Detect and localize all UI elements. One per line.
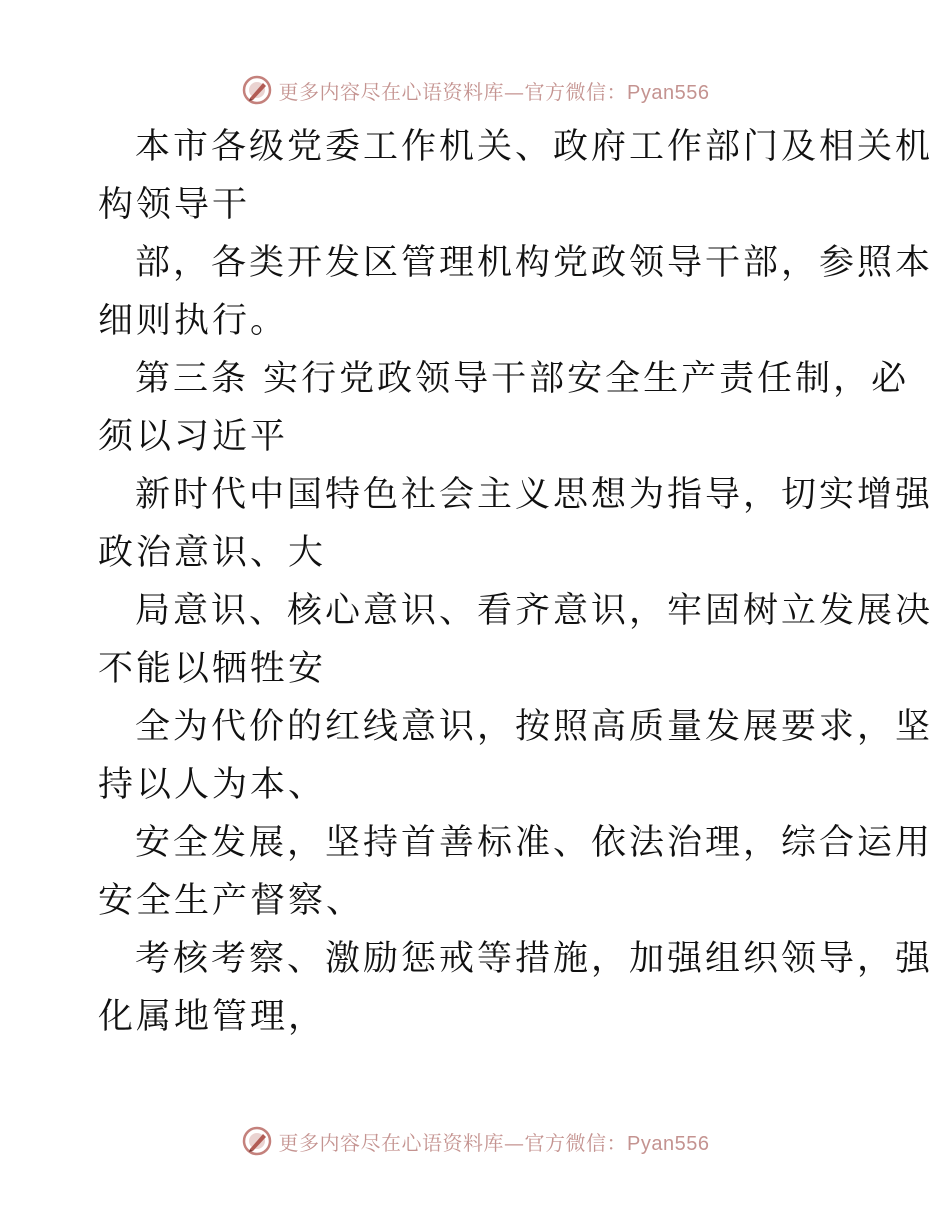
paragraph: [98, 698, 934, 814]
paragraph-line: 不能以牺牲安: [98, 649, 327, 689]
paragraph-line: 第三条 实行党政领导干部安全生产责任制，必: [135, 359, 910, 399]
paragraph-line: 局意识、核心意识、看齐意识，牢固树立发展决: [135, 591, 934, 631]
paragraph-line: 化属地管理，: [98, 997, 327, 1037]
pen-logo-icon: [241, 1125, 273, 1157]
paragraph: [98, 466, 934, 582]
paragraph-line: 须以习近平: [98, 417, 289, 457]
paragraph: [98, 234, 934, 350]
paragraph-line: 细则执行。: [98, 301, 289, 341]
paragraph: [98, 350, 910, 466]
paragraph: [98, 118, 934, 234]
paragraph-line: 新时代中国特色社会主义思想为指导，切实增强: [135, 475, 934, 515]
paragraph-line: 安全发展，坚持首善标准、依法治理，综合运用: [135, 823, 934, 863]
header-watermark: [0, 70, 950, 110]
paragraph-line: 安全生产督察、: [98, 881, 365, 921]
paragraph-line: 考核考察、激励惩戒等措施，加强组织领导，强: [135, 939, 934, 979]
paragraph-line: 部，各类开发区管理机构党政领导干部，参照本: [135, 243, 934, 283]
paragraph-line: 构领导干: [98, 185, 251, 225]
watermark-text: 更多内容尽在心语资料库—官方微信：Pyan556: [278, 1130, 710, 1155]
paragraph-line: 持以人为本、: [98, 765, 327, 805]
paragraph: [98, 814, 934, 930]
paragraph: [98, 582, 934, 698]
paragraph-line: 政治意识、大: [98, 533, 327, 573]
pen-logo-icon: [241, 74, 273, 106]
document-body: [98, 118, 934, 1046]
paragraph-line: 全为代价的红线意识，按照高质量发展要求，坚: [135, 707, 934, 747]
paragraph-line: 本市各级党委工作机关、政府工作部门及相关机: [135, 127, 934, 167]
footer-watermark: [0, 1121, 950, 1161]
watermark-text: 更多内容尽在心语资料库—官方微信：Pyan556: [278, 79, 710, 104]
paragraph: [98, 930, 934, 1046]
